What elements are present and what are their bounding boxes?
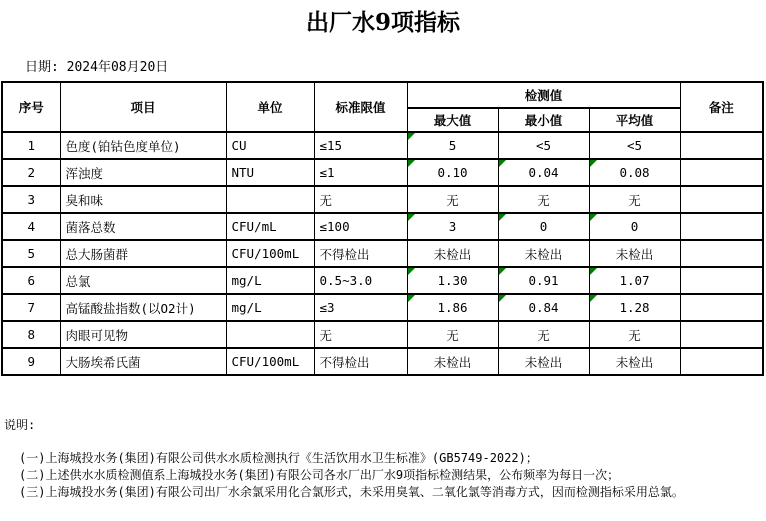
cell-item-value: 色度(铂钴色度单位) bbox=[65, 138, 181, 154]
cell-limit bbox=[314, 132, 407, 159]
cell-remark bbox=[680, 294, 763, 321]
cell-no bbox=[2, 186, 60, 213]
cell-min bbox=[498, 132, 589, 159]
cell-item-value: 高锰酸盐指数(以O2计) bbox=[65, 300, 196, 316]
cell-no-value: 6 bbox=[27, 273, 36, 288]
cell-max bbox=[407, 294, 498, 321]
notes-section bbox=[4, 417, 684, 501]
cell-limit bbox=[314, 348, 407, 375]
cell-avg bbox=[589, 132, 680, 159]
cell-item-value: 总氯 bbox=[65, 273, 91, 289]
cell-avg-value: <5 bbox=[626, 138, 643, 153]
col-header-detection: 检测值 bbox=[407, 82, 680, 108]
cell-min-value: 未检出 bbox=[524, 354, 563, 370]
cell-min-value: 无 bbox=[537, 327, 550, 343]
cell-limit-value: 不得检出 bbox=[319, 354, 370, 370]
green-corner-marker bbox=[590, 268, 597, 275]
cell-limit-value: ≤100 bbox=[319, 219, 350, 234]
cell-unit bbox=[226, 159, 314, 186]
cell-unit-value: mg/L bbox=[231, 300, 262, 315]
cell-avg-value: 0 bbox=[630, 219, 639, 234]
cell-avg bbox=[589, 294, 680, 321]
col-header-limit: 标准限值 bbox=[314, 82, 407, 132]
cell-limit-value: 无 bbox=[319, 327, 333, 343]
cell-no-value: 8 bbox=[27, 327, 36, 342]
table-row bbox=[2, 213, 763, 240]
cell-max-value: 未检出 bbox=[433, 354, 472, 370]
green-corner-marker bbox=[408, 133, 415, 140]
cell-max-value: 未检出 bbox=[433, 246, 472, 262]
table-body bbox=[2, 132, 763, 375]
cell-no bbox=[2, 132, 60, 159]
cell-unit-value: CFU/100mL bbox=[231, 354, 300, 369]
cell-max-value: 无 bbox=[446, 192, 459, 208]
cell-unit-value: mg/L bbox=[231, 273, 262, 288]
col-header-remark: 备注 bbox=[680, 82, 763, 132]
cell-item bbox=[60, 267, 226, 294]
cell-no-value: 5 bbox=[27, 246, 36, 261]
col-header-no: 序号 bbox=[2, 82, 60, 132]
cell-no-value: 1 bbox=[27, 138, 36, 153]
cell-max bbox=[407, 132, 498, 159]
table-row bbox=[2, 159, 763, 186]
cell-no bbox=[2, 213, 60, 240]
cell-limit bbox=[314, 294, 407, 321]
cell-no bbox=[2, 348, 60, 375]
cell-item bbox=[60, 321, 226, 348]
cell-unit bbox=[226, 240, 314, 267]
cell-remark bbox=[680, 186, 763, 213]
cell-min bbox=[498, 321, 589, 348]
green-corner-marker bbox=[408, 295, 415, 302]
cell-max bbox=[407, 240, 498, 267]
table-row bbox=[2, 186, 763, 213]
cell-min bbox=[498, 240, 589, 267]
cell-no-value: 9 bbox=[27, 354, 36, 369]
cell-avg-value: 1.28 bbox=[619, 300, 650, 315]
water-quality-table bbox=[1, 81, 764, 376]
cell-limit-value: 不得检出 bbox=[319, 246, 370, 262]
cell-avg bbox=[589, 267, 680, 294]
table-row bbox=[2, 240, 763, 267]
cell-min-value: 0.91 bbox=[528, 273, 559, 288]
cell-no-value: 2 bbox=[27, 165, 36, 180]
cell-avg bbox=[589, 186, 680, 213]
cell-limit bbox=[314, 159, 407, 186]
note-line-3: (三)上海城投水务(集团)有限公司出厂水余氯采用化合氯形式，未采用臭氧、二氧化氯等消毒方式，因而检测指标采用总氯。 bbox=[19, 485, 684, 499]
cell-max-value: 5 bbox=[448, 138, 457, 153]
cell-remark bbox=[680, 132, 763, 159]
cell-no bbox=[2, 240, 60, 267]
cell-avg-value: 无 bbox=[628, 192, 641, 208]
cell-avg bbox=[589, 321, 680, 348]
cell-avg bbox=[589, 159, 680, 186]
cell-min-value: 0.04 bbox=[528, 165, 559, 180]
table-row bbox=[2, 267, 763, 294]
report-date bbox=[25, 56, 168, 75]
cell-min-value: 未检出 bbox=[524, 246, 563, 262]
table-row bbox=[2, 321, 763, 348]
cell-unit bbox=[226, 267, 314, 294]
subcol-header-min: 最小值 bbox=[498, 108, 589, 132]
cell-item bbox=[60, 348, 226, 375]
cell-limit bbox=[314, 240, 407, 267]
cell-unit-value: NTU bbox=[231, 165, 255, 180]
cell-min-value: <5 bbox=[535, 138, 552, 153]
cell-max-value: 1.86 bbox=[437, 300, 468, 315]
cell-min bbox=[498, 213, 589, 240]
cell-remark bbox=[680, 240, 763, 267]
cell-max bbox=[407, 186, 498, 213]
cell-avg bbox=[589, 213, 680, 240]
cell-limit bbox=[314, 321, 407, 348]
cell-min bbox=[498, 267, 589, 294]
cell-unit-value: CFU/mL bbox=[231, 219, 277, 234]
cell-remark bbox=[680, 267, 763, 294]
cell-min-value: 0.84 bbox=[528, 300, 559, 315]
cell-item-value: 臭和味 bbox=[65, 192, 104, 208]
cell-min bbox=[498, 159, 589, 186]
green-corner-marker bbox=[590, 160, 597, 167]
cell-avg-value: 未检出 bbox=[615, 246, 654, 262]
cell-item-value: 浑浊度 bbox=[65, 165, 104, 181]
date-label: 日期: bbox=[25, 60, 59, 75]
cell-no-value: 4 bbox=[27, 219, 36, 234]
cell-unit bbox=[226, 132, 314, 159]
cell-max bbox=[407, 321, 498, 348]
green-corner-marker bbox=[499, 295, 506, 302]
note-line-2: (二)上述供水水质检测值系上海城投水务(集团)有限公司各水厂出厂水9项指标检测结果，公布频率为每日一次； bbox=[19, 468, 620, 482]
cell-item-value: 肉眼可见物 bbox=[65, 327, 129, 343]
table-row bbox=[2, 294, 763, 321]
notes-label: 说明: bbox=[4, 418, 36, 432]
cell-no-value: 7 bbox=[27, 300, 36, 315]
cell-limit-value: ≤15 bbox=[319, 138, 343, 153]
note-line-1: (一)上海城投水务(集团)有限公司供水水质检测执行《生活饮用水卫生标准》(GB5749-2022)； bbox=[19, 451, 538, 465]
cell-unit bbox=[226, 186, 314, 213]
page-title: 出厂水9项指标 bbox=[305, 9, 460, 36]
cell-no bbox=[2, 267, 60, 294]
cell-remark bbox=[680, 159, 763, 186]
cell-max bbox=[407, 159, 498, 186]
cell-item bbox=[60, 240, 226, 267]
cell-unit bbox=[226, 213, 314, 240]
cell-max bbox=[407, 213, 498, 240]
cell-item bbox=[60, 294, 226, 321]
cell-limit bbox=[314, 186, 407, 213]
cell-max bbox=[407, 267, 498, 294]
cell-unit bbox=[226, 321, 314, 348]
cell-avg-value: 1.07 bbox=[619, 273, 650, 288]
cell-max-value: 1.30 bbox=[437, 273, 468, 288]
cell-item bbox=[60, 132, 226, 159]
cell-avg bbox=[589, 240, 680, 267]
cell-max-value: 3 bbox=[448, 219, 457, 234]
cell-unit bbox=[226, 294, 314, 321]
cell-max-value: 无 bbox=[446, 327, 459, 343]
cell-item bbox=[60, 213, 226, 240]
cell-limit-value: ≤3 bbox=[319, 300, 335, 315]
cell-unit bbox=[226, 348, 314, 375]
col-header-unit: 单位 bbox=[226, 82, 314, 132]
cell-avg-value: 未检出 bbox=[615, 354, 654, 370]
cell-limit bbox=[314, 267, 407, 294]
subcol-header-max: 最大值 bbox=[407, 108, 498, 132]
subcol-header-avg: 平均值 bbox=[589, 108, 680, 132]
table-row bbox=[2, 132, 763, 159]
green-corner-marker bbox=[499, 160, 506, 167]
cell-limit bbox=[314, 213, 407, 240]
green-corner-marker bbox=[408, 214, 415, 221]
cell-no bbox=[2, 159, 60, 186]
cell-max bbox=[407, 348, 498, 375]
cell-limit-value: ≤1 bbox=[319, 165, 335, 180]
cell-item bbox=[60, 186, 226, 213]
cell-max-value: 0.10 bbox=[437, 165, 468, 180]
cell-avg-value: 0.08 bbox=[619, 165, 650, 180]
cell-min bbox=[498, 348, 589, 375]
cell-avg bbox=[589, 348, 680, 375]
green-corner-marker bbox=[408, 268, 415, 275]
green-corner-marker bbox=[499, 214, 506, 221]
cell-remark bbox=[680, 348, 763, 375]
cell-min-value: 0 bbox=[539, 219, 548, 234]
cell-min bbox=[498, 186, 589, 213]
cell-remark bbox=[680, 213, 763, 240]
table-header bbox=[2, 82, 763, 132]
cell-item-value: 大肠埃希氏菌 bbox=[65, 354, 141, 370]
green-corner-marker bbox=[408, 160, 415, 167]
green-corner-marker bbox=[499, 268, 506, 275]
cell-limit-value: 0.5~3.0 bbox=[319, 273, 373, 288]
cell-no bbox=[2, 321, 60, 348]
green-corner-marker bbox=[590, 214, 597, 221]
cell-item-value: 总大肠菌群 bbox=[65, 246, 129, 262]
date-value: 2024年08月20日 bbox=[66, 60, 169, 75]
cell-avg-value: 无 bbox=[628, 327, 641, 343]
col-header-item: 项目 bbox=[60, 82, 226, 132]
cell-unit-value: CU bbox=[231, 138, 247, 153]
green-corner-marker bbox=[590, 295, 597, 302]
cell-min-value: 无 bbox=[537, 192, 550, 208]
cell-unit-value: CFU/100mL bbox=[231, 246, 300, 261]
cell-item bbox=[60, 159, 226, 186]
table-row bbox=[2, 348, 763, 375]
cell-remark bbox=[680, 321, 763, 348]
cell-no-value: 3 bbox=[27, 192, 36, 207]
cell-no bbox=[2, 294, 60, 321]
cell-limit-value: 无 bbox=[319, 192, 333, 208]
cell-min bbox=[498, 294, 589, 321]
cell-item-value: 菌落总数 bbox=[65, 219, 116, 235]
